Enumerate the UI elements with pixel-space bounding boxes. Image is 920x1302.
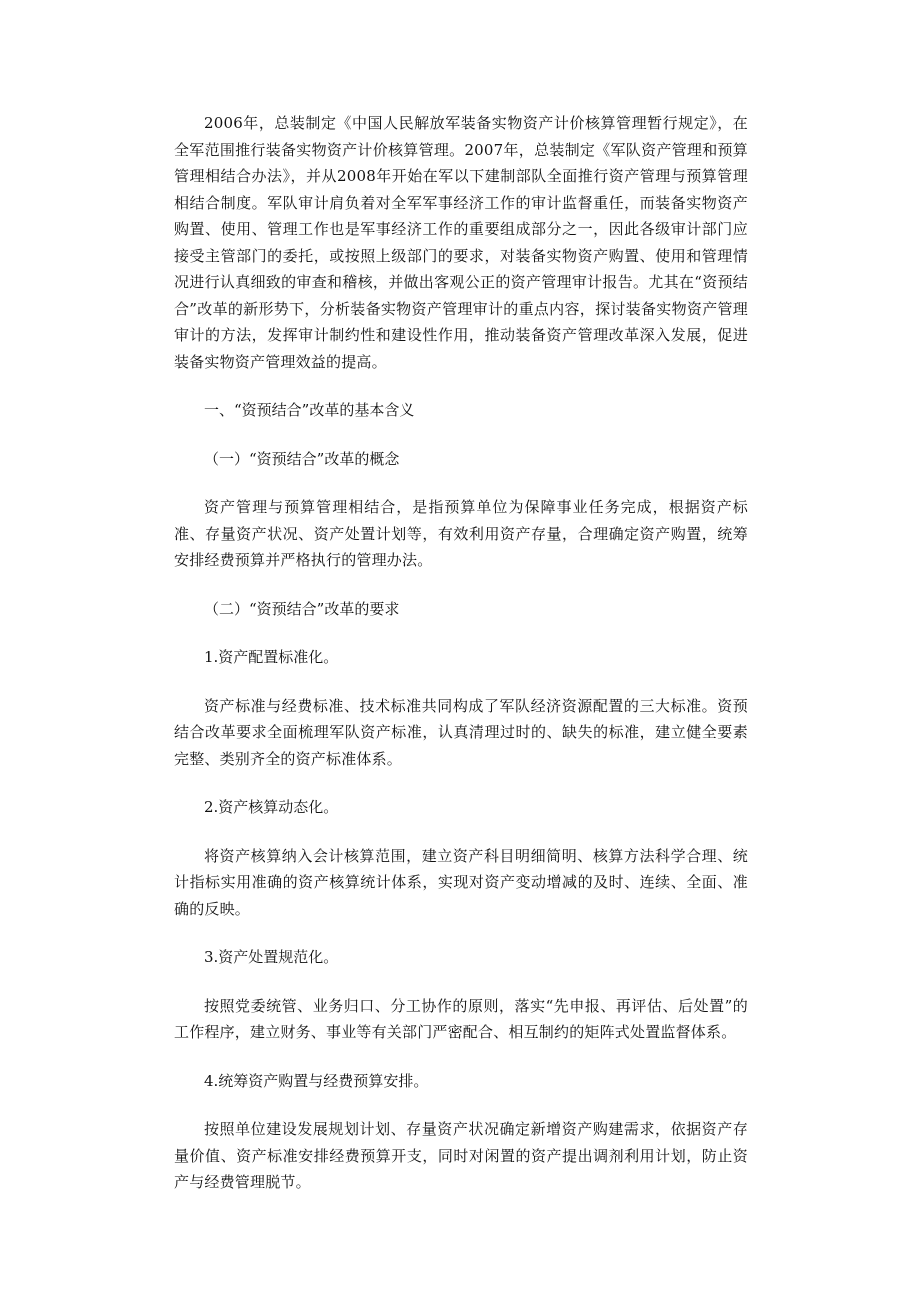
subsection-1-heading: （一）“资预结合”改革的概念 [204, 449, 400, 468]
item-3-heading: 3.资产处置规范化。 [204, 948, 339, 966]
item-2-heading: 2.资产核算动态化。 [204, 798, 339, 816]
subsection-2-heading: （二）“资预结合”改革的要求 [204, 599, 400, 618]
subsection-1-paragraph: 资产管理与预算管理相结合，是指预算单位为保障事业任务完成，根据资产标准、存量资产状况、资产处置计划等，有效利用资产存量，合理确定资产购置，统筹安排经费预算并严格执行的管理办法。 [174, 498, 748, 569]
item-4-heading: 4.统筹资产购置与经费预算安排。 [204, 1071, 429, 1090]
intro-paragraph: 2006年，总装制定《中国人民解放军装备实物资产计价核算管理暂行规定》，在全军范围推行装备实物资产计价核算管理。2007年，总装制定《军队资产管理和预算管理相结合办法》，并从2008年开始在军以下建制部队全面推行资产管理与预算管理相结合制度。军队审计肩负着对全军军事经济工作的审计监督重任，而装备实物资产购置、使用、管理工作也是军事经济工作的重要组成部分之一，因此各级审计部门应接受主管部门的委托，或按照上级部门的要求，对装备实物资产购置、使用和管理情况进行认真细致的审查和稽核，并做出客观公正的资产管理审计报告。尤其在“资预结合”改革的新形势下，分析装备实物资产管理审计的重点内容，探讨装备实物资产管理审计的方法，发挥审计制约性和建设性作用，推动装备资产管理改革深入发展，促进装备实物资产管理效益的提高。 [174, 114, 748, 371]
document-page [174, 110, 748, 1196]
item-4-paragraph: 按照单位建设发展规划计划、存量资产状况确定新增资产购建需求，依据资产存量价值、资产标准安排经费预算开支，同时对闲置的资产提出调剂利用计划，防止资产与经费管理脱节。 [174, 1120, 748, 1191]
item-1-heading: 1.资产配置标准化。 [204, 648, 339, 666]
section-1-heading: 一、“资预结合”改革的基本含义 [204, 401, 415, 419]
item-3-paragraph: 按照党委统管、业务归口、分工协作的原则，落实“先申报、再评估、后处置”的工作程序，建立财务、事业等有关部门严密配合、相互制约的矩阵式处置监督体系。 [174, 996, 748, 1041]
item-2-paragraph: 将资产核算纳入会计核算范围，建立资产科目明细简明、核算方法科学合理、统计指标实用准确的资产核算统计体系，实现对资产变动增减的及时、连续、全面、准确的反映。 [174, 846, 748, 918]
item-1-paragraph: 资产标准与经费标准、技术标准共同构成了军队经济资源配置的三大标准。资预结合改革要求全面梳理军队资产标准，认真清理过时的、缺失的标准，建立健全要素完整、类别齐全的资产标准体系。 [174, 696, 748, 768]
